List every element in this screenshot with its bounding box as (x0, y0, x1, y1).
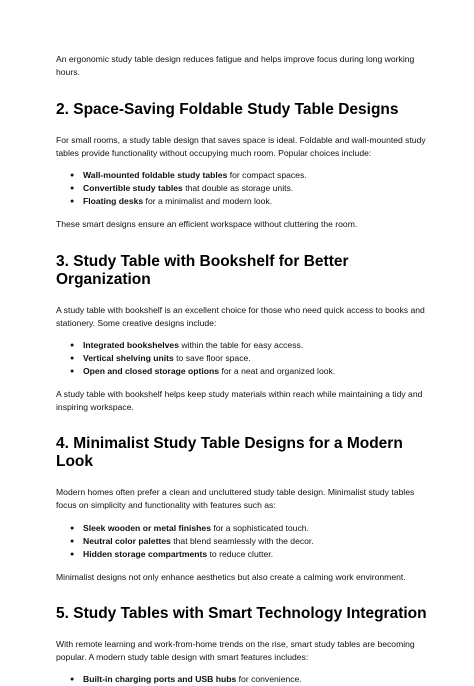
section-lead: For small rooms, a study table design that saves space is ideal. Foldable and wall-mounted study tables provide functionality without occupying much room. Popular choices include: (56, 135, 426, 158)
item-bold: Convertible study tables (83, 183, 183, 194)
item-bold: Vertical shelving units (83, 353, 174, 364)
bullet-list (56, 169, 428, 208)
bullet-icon: ● (70, 185, 75, 193)
document-content (56, 53, 428, 686)
item-bold: Wall-mounted foldable study tables (83, 170, 228, 181)
section-smart-technology (56, 605, 428, 686)
section-closing: These smart designs ensure an efficient workspace without cluttering the room. (56, 219, 358, 230)
item-bold: Hidden storage compartments (83, 548, 208, 559)
item-text: to save floor space. (173, 353, 251, 364)
section-heading: 3. Study Table with Bookshelf for Better Organization (56, 252, 349, 288)
section-lead: With remote learning and work-from-home trends on the rise, smart study tables are becoming popular. A modern study table design with smart features includes: (56, 639, 415, 662)
section-minimalist (56, 435, 428, 583)
section-heading: 2. Space-Saving Foldable Study Table Designs (56, 101, 399, 119)
bullet-icon: ● (70, 537, 75, 545)
bullet-list (56, 339, 428, 378)
list-item (56, 365, 428, 378)
list-item (56, 535, 428, 548)
intro-paragraph: An ergonomic study table design reduces fatigue and helps improve focus during long working hours. (56, 54, 415, 77)
item-text: within the table for easy access. (179, 340, 304, 351)
list-item (56, 522, 428, 535)
item-text: for a neat and organized look. (219, 366, 336, 377)
bullet-list (56, 522, 428, 561)
bullet-icon: ● (70, 368, 75, 376)
item-text: for compact spaces. (227, 170, 307, 181)
item-bold: Sleek wooden or metal finishes (83, 522, 211, 533)
item-bold: Floating desks (83, 196, 144, 207)
item-bold: Integrated bookshelves (83, 340, 179, 351)
item-bold: Open and closed storage options (83, 366, 220, 377)
section-bookshelf (56, 253, 428, 413)
item-text: that double as storage units. (182, 183, 294, 194)
list-item (56, 673, 428, 686)
bullet-icon: ● (70, 172, 75, 180)
item-text: for a sophisticated touch. (211, 522, 309, 533)
section-foldable (56, 101, 428, 231)
list-item (56, 339, 428, 352)
list-item (56, 169, 428, 182)
bullet-icon: ● (70, 342, 75, 350)
bullet-icon: ● (70, 550, 75, 558)
bullet-icon: ● (70, 676, 75, 684)
item-text: to reduce clutter. (207, 548, 274, 559)
item-text: for convenience. (236, 674, 302, 685)
item-text: that blend seamlessly with the decor. (170, 535, 314, 546)
section-closing: A study table with bookshelf helps keep study materials within reach while maintaining a tidy and inspiring workspace. (56, 389, 423, 412)
bullet-list (56, 673, 428, 686)
section-lead: Modern homes often prefer a clean and uncluttered study table design. Minimalist study tables focus on simplicity and functionality with features such as: (56, 487, 415, 510)
item-text: for a minimalist and modern look. (143, 196, 273, 207)
section-lead: A study table with bookshelf is an excellent choice for those who need quick access to books and stationery. Some creative designs include: (56, 304, 425, 328)
bullet-icon: ● (70, 198, 75, 206)
list-item (56, 548, 428, 561)
list-item (56, 195, 428, 208)
list-item (56, 352, 428, 365)
section-heading: 5. Study Tables with Smart Technology Integration (56, 605, 427, 623)
section-closing: Minimalist designs not only enhance aesthetics but also create a calming work environment. (56, 571, 406, 582)
item-bold: Neutral color palettes (83, 535, 171, 546)
section-heading: 4. Minimalist Study Table Designs for a Modern Look (56, 435, 403, 471)
bullet-icon: ● (70, 355, 75, 363)
bullet-icon: ● (70, 524, 75, 532)
item-bold: Built-in charging ports and USB hubs (83, 674, 237, 685)
list-item (56, 182, 428, 195)
